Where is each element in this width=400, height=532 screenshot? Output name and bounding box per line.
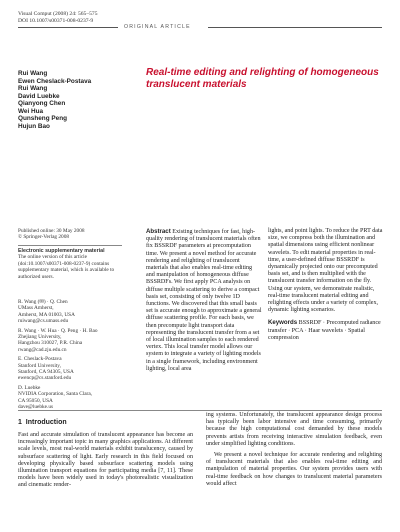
article-type: ORIGINAL ARTICLE — [124, 24, 191, 30]
meta-rule — [18, 245, 122, 246]
author: Hujun Bao — [18, 122, 50, 130]
affiliation — [18, 328, 122, 354]
esm-heading: Electronic supplementary material — [18, 248, 105, 254]
doi: DOI 10.1007/s00371-008-0237-9 — [18, 18, 94, 24]
copyright: © Springer-Verlag 2008 — [18, 234, 69, 241]
affiliation-email[interactable]: ewencp@cs.stanford.edu — [18, 375, 72, 382]
affiliation-address: Hangzhou 310027, P.R. China — [18, 340, 83, 347]
body-column-right — [206, 412, 382, 488]
paper-title: Real-time editing and relighting of homogeneous translucent materials — [146, 67, 379, 90]
abstract-text-1: Existing techniques for fast, high-quality rendering of translucent materials often fix BSSRDF parameters at precomputation time. We present a novel method for accurate rendering and relighting of translucent materials that also enables real-time editing and manipulation of homogeneous diffuse BSSRDFs. We first apply PCA analysis on diffuse multiple scattering to derive a compact basis set, consisting of only twelve 1D functions. We discovered that this small basis set is accurate enough to approximate a general diffuse scattering profile. For each basis, we then precompute light transport data representing the translucent transfer from a set of local illumination samples to each rendered vertex. This local transfer model allows our system to integrate a variety of lighting models in a single framework, including environment lighting, local area — [146, 229, 262, 372]
affiliation-address: Stanford, CA 94305, USA — [18, 369, 74, 376]
author: David Luebke — [18, 92, 60, 100]
author: Wei Hua — [18, 107, 44, 115]
affiliation — [18, 356, 122, 382]
journal-citation: Visual Comput (2008) 24: 565–575 — [18, 11, 98, 17]
affiliation-address: CA 95050, USA — [18, 397, 53, 404]
abstract-text-2: lights, and point lights. To reduce the PRT data size, we compress both the illumination and spatial dimensions using efficient nonlinear wavelets. To edit material properties in real-time, a user-defined diffuse BSSRDF is dynamically projected onto our precomputed basis set, and is then multiplied with the translucent transfer information on the fly. Using our system, we demonstrate realistic, real-time translucent material editing and relighting effects under a variety of complex, dynamic lighting scenarios. — [268, 228, 383, 314]
affiliation-org: Zhejiang University, — [18, 334, 62, 341]
publication-info — [18, 228, 122, 241]
affiliation-email[interactable]: dave@luebke.us — [18, 404, 54, 411]
esm-text: The online version of this article (doi:10.1007/s00371-008-0237-9) contains supplementary material, which is available to authorized users. — [18, 254, 115, 280]
paragraph: We present a novel technique for accurate rendering and relighting of translucent materials that also enables real-time editing and manipulation of material properties. Our system provides users with real-time feedback on how changes to translucent material parameters would affect — [206, 452, 382, 487]
author: Qianyong Chen — [18, 100, 66, 107]
affiliation-email[interactable]: rwang@cad.zju.edu.cn — [18, 346, 67, 353]
abstract-label: Abstract — [146, 228, 171, 235]
section-number: 1 — [18, 419, 22, 426]
keywords-text: BSSRDF · Precomputed radiance transfer · PCA · Haar wavelets · Spatial compression — [268, 320, 381, 341]
header-rule-right — [208, 27, 382, 28]
author: Rui Wang — [18, 70, 48, 77]
affiliation-names: D. Luebke — [18, 384, 41, 391]
affiliation-org: UMass Amherst, — [18, 305, 54, 312]
paragraph: Fast and accurate simulation of translucent appearance has become an increasingly important topic in many graphics applications. At different scale levels, most real-world materials exhibit translucency, caused by subsurface scattering of light. Early research in this field focused on developing physically based subsurface scattering models using illumination transport equations for participating media [7, 11]. These models have been widely used in today's photorealistic visualization and cinematic render- — [18, 432, 193, 489]
affiliation-org: Stanford University, — [18, 362, 61, 369]
affiliation-names: E. Cheslack-Postava — [18, 356, 62, 363]
esm-block — [18, 248, 122, 280]
affiliation-address: Amherst, MA 01003, USA — [18, 311, 75, 318]
abstract-column-1 — [146, 228, 262, 373]
keywords-label: Keywords — [268, 319, 298, 327]
body-column-left — [18, 432, 193, 490]
affiliation — [18, 299, 122, 325]
author: Ewen Cheslack-Postava — [18, 77, 92, 85]
keywords — [268, 319, 384, 342]
abstract-column-2 — [268, 228, 384, 342]
author: Rui Wang — [18, 85, 48, 92]
affiliation-names: R. Wang (✉) · Q. Chen — [18, 299, 68, 305]
section-heading — [18, 419, 67, 426]
author: Qunsheng Peng — [18, 115, 67, 122]
affiliation-org: NVIDIA Corporation, Santa Clara, — [18, 391, 92, 398]
affiliation-names: R. Wang · W. Hua · Q. Peng · H. Bao — [18, 327, 98, 334]
affiliations — [18, 299, 122, 414]
published-date: Published online: 30 May 2008 — [18, 228, 85, 234]
author-list — [18, 70, 91, 130]
header-rule-left — [18, 27, 118, 28]
section-title: Introduction — [25, 419, 67, 426]
affiliation-email[interactable]: ruiwang@cs.umass.edu — [18, 318, 69, 325]
paragraph: ing systems. Unfortunately, the translucent appearance design process has typically been labor intensive and time consuming, primarily because the high computational cost demanded by these models prevents artists from receiving interactive simulation feedback, even under simplified lighting conditions. — [206, 412, 382, 447]
affiliation — [18, 385, 122, 411]
section-rule — [18, 410, 382, 411]
